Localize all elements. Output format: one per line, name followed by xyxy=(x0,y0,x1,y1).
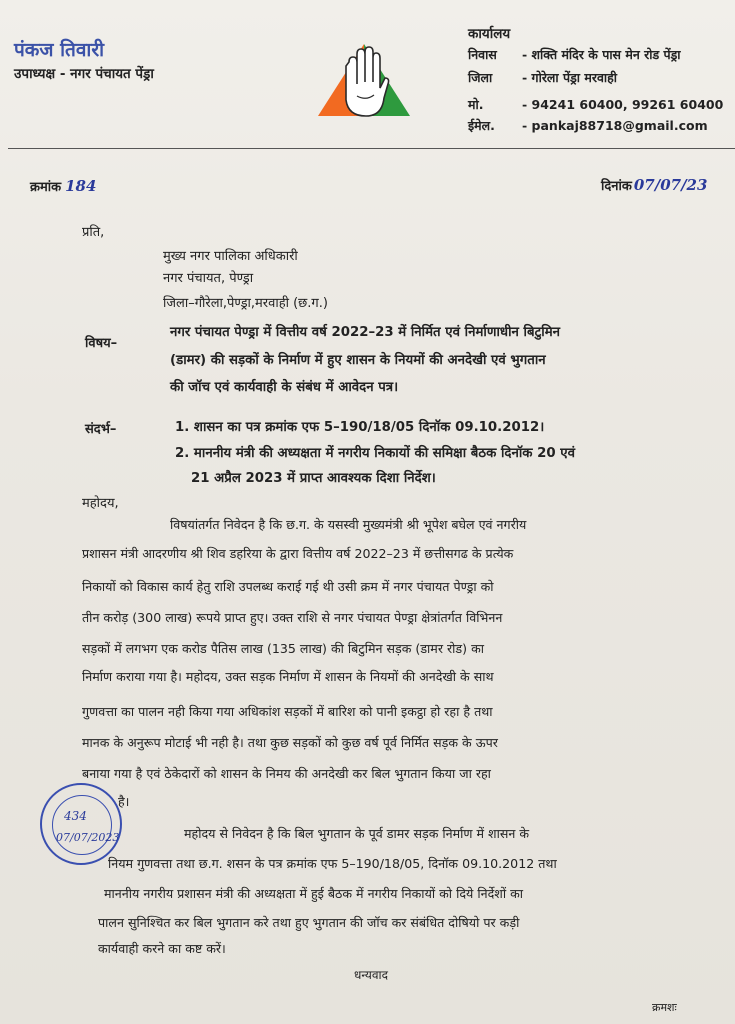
body-line: महोदय से निवेदन है कि बिल भुगतान के पूर्व डामर सड़क निर्माण में शासन के xyxy=(184,826,530,841)
office-residence: निवास - शक्ति मंदिर के पास मेन रोड पेंड्रा xyxy=(468,47,681,62)
addressee-line: मुख्य नगर पालिका अधिकारी xyxy=(163,249,298,264)
body-line: सड़कों में लगभग एक करोड पैतिस लाख (135 लाख) की बिटुमिन सड़क (डामर रोड) का xyxy=(82,641,484,656)
reference-number: क्रमांक 184 xyxy=(30,177,97,195)
references-label: संदर्भ– xyxy=(85,422,117,437)
office-district: जिला - गोरेला पेंड्रा मरवाही xyxy=(468,70,618,85)
body-line: निर्माण कराया गया है। महोदय, उक्त सड़क निर्माण में शासन के नियमों की अनदेखी के साथ xyxy=(82,669,494,684)
body-line: नियम गुणवत्ता तथा छ.ग. शसन के पत्र क्रमांक एफ 5–190/18/05, दिनॉक 09.10.2012 तथा xyxy=(108,856,557,871)
body-line: बनाया गया है एवं ठेकेदारों को शासन के निमय की अनदेखी कर बिल भुगतान किया जा रहा xyxy=(82,766,491,781)
office-title: कार्यालय xyxy=(468,26,511,42)
addressee-line: जिला–गौरेला,पेण्ड्रा,मरवाही (छ.ग.) xyxy=(163,296,328,311)
subject-label: विषय– xyxy=(85,336,118,351)
body-line: निकायों को विकास कार्य हेतु राशि उपलब्ध कराई गई थी उसी क्रम में नगर पंचायत पेण्ड्रा को xyxy=(82,579,494,594)
header-divider xyxy=(8,148,735,149)
salutation: महोदय, xyxy=(82,496,119,511)
subject-line: की जॉच एवं कार्यवाही के संबंध में आवेदन पत्र। xyxy=(170,380,399,395)
letter-date: दिनांक 07/07/23 xyxy=(601,176,708,194)
to-label: प्रति, xyxy=(82,225,105,240)
stamp-inner-ring xyxy=(52,795,112,855)
body-line: मानक के अनुरूप मोटाई भी नही है। तथा कुछ सड़कों को कुछ वर्ष पूर्व निर्मित सड़क के ऊपर xyxy=(82,735,498,750)
body-line: है। xyxy=(118,794,130,809)
reference-line: 21 अप्रैल 2023 में प्राप्त आवश्यक दिशा निर्देश। xyxy=(191,471,436,486)
office-email: ईमेल. - pankaj88718@gmail.com xyxy=(468,118,708,133)
party-hand-logo xyxy=(316,38,412,122)
reference-line: 2. माननीय मंत्री की अध्यक्षता में नगरीय निकायों की समिक्षा बैठक दिनॉक 20 एवं xyxy=(175,446,575,461)
body-line: तीन करोड़ (300 लाख) रूपये प्राप्त हुए। उक्त राशि से नगर पंचायत पेण्ड्रा क्षेत्रांतर्गत विभिनन xyxy=(82,610,503,625)
stamp-number: 434 xyxy=(64,809,87,823)
stamp-date: 07/07/2023 xyxy=(56,831,120,844)
subject-line: नगर पंचायत पेण्ड्रा में वित्तीय वर्ष 2022–23 में निर्मित एवं निर्माणाधीन बिटुमिन xyxy=(170,325,561,340)
sender-post: उपाध्यक्ष - नगर पंचायत पेंड्रा xyxy=(14,66,154,82)
body-line: माननीय नगरीय प्रशासन मंत्री की अध्यक्षता में हुई बैठक में नगरीय निकायों को दिये निर्देशों का xyxy=(104,886,524,901)
closing-thanks: धन्यवाद xyxy=(354,968,389,982)
continued-marker: क्रमशः xyxy=(652,1001,677,1014)
body-line: पालन सुनिश्चित कर बिल भुगतान करे तथा हुए भुगतान की जॉच कर संबंधित दोषियो पर कड़ी xyxy=(98,915,520,930)
body-line: प्रशासन मंत्री आदरणीय श्री शिव डहरिया के द्वारा वित्तीय वर्ष 2022–23 में छत्तीसगढ के प्रत्येक xyxy=(82,546,514,561)
body-line: कार्यवाही करने का कष्ट करें। xyxy=(98,941,226,956)
office-mobile: मो. - 94241 60400, 99261 60400 xyxy=(468,97,724,112)
body-line: विषयांतर्गत निवेदन है कि छ.ग. के यसस्वी मुख्यमंत्री श्री भूपेश बघेल एवं नगरीय xyxy=(170,517,527,532)
subject-line: (डामर) की सड़कों के निर्माण में हुए शासन के नियमों की अनदेखी एवं भुगतान xyxy=(170,353,546,368)
received-stamp xyxy=(40,783,122,865)
body-line: गुणवत्ता का पालन नही किया गया अधिकांश सड़कों में बारिश को पानी इकट्ठा हो रहा है तथा xyxy=(82,704,493,719)
sender-name: पंकज तिवारी xyxy=(14,39,105,61)
reference-line: 1. शासन का पत्र क्रमांक एफ 5–190/18/05 दिनॉक 09.10.2012। xyxy=(175,420,545,435)
addressee-line: नगर पंचायत, पेण्ड्रा xyxy=(163,271,254,286)
